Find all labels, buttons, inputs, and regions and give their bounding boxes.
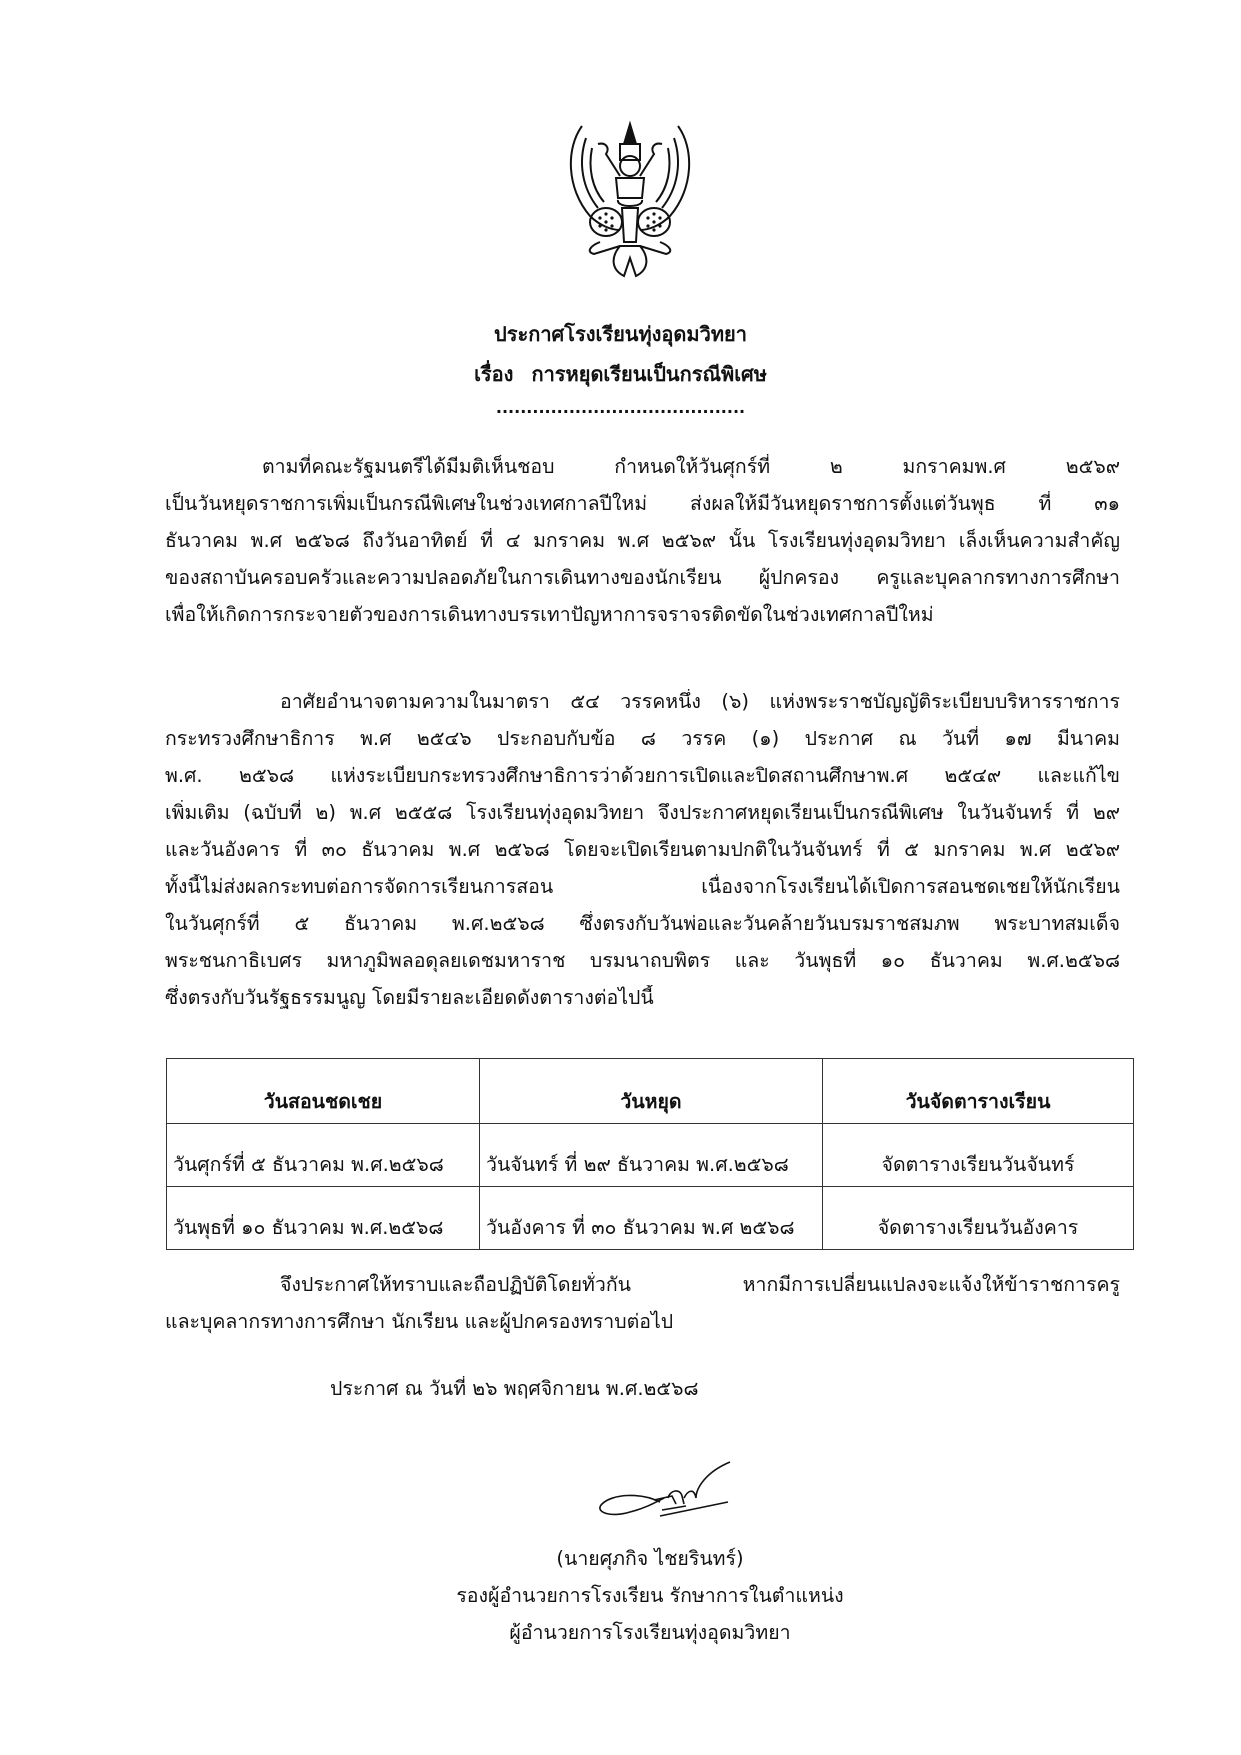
paragraph-1-line: ตามที่คณะรัฐมนตรีได้มีมติเห็นชอบ กำหนดให้วันศุกร์ที่ ๒ มกราคมพ.ศ ๒๕๖๙ — [262, 455, 1120, 478]
paragraph-2-line: ซึ่งตรงกับวันรัฐธรรมนูญ โดยมีรายละเอียดดังตารางต่อไปนี้ — [165, 986, 654, 1009]
table-header-row — [167, 1059, 1134, 1124]
header-holiday: วันหยุด — [480, 1059, 823, 1124]
paragraph-2-line: กระทรวงศึกษาธิการ พ.ศ ๒๕๔๖ ประกอบกับข้อ ๘ วรรค (๑) ประกาศ ณ วันที่ ๑๗ มีนาคม — [165, 727, 1120, 750]
cell-holiday: วันจันทร์ ที่ ๒๙ ธันวาคม พ.ศ.๒๕๖๘ — [480, 1124, 823, 1187]
signatory-name: (นายศุภกิจ ไชยรินทร์) — [556, 1547, 744, 1570]
paragraph-1-line: เพื่อให้เกิดการกระจายตัวของการเดินทางบรรเทาปัญหาการจราจรติดขัดในช่วงเทศกาลปีใหม่ — [165, 603, 934, 626]
schedule-table — [166, 1058, 1134, 1250]
cell-holiday: วันอังคาร ที่ ๓๐ ธันวาคม พ.ศ ๒๕๖๘ — [480, 1187, 823, 1250]
paragraph-1-line: เป็นวันหยุดราชการเพิ่มเป็นกรณีพิเศษในช่วงเทศกาลปีใหม่ ส่งผลให้มีวันหยุดราชการตั้งแต่วันพุธ ที่ ๓๑ — [165, 492, 1120, 515]
table-row — [167, 1187, 1134, 1250]
announcement-title: ประกาศโรงเรียนทุ่งอุดมวิทยา — [494, 322, 747, 346]
garuda-emblem-icon — [560, 118, 700, 280]
cell-makeup-day: วันพุธที่ ๑๐ ธันวาคม พ.ศ.๒๕๖๘ — [167, 1187, 480, 1250]
paragraph-1-line: ของสถาบันครอบครัวและความปลอดภัยในการเดินทางของนักเรียน ผู้ปกครอง ครูและบุคลากรทางการศึกษา — [165, 566, 1120, 589]
paragraph-2-line: และวันอังคาร ที่ ๓๐ ธันวาคม พ.ศ ๒๕๖๘ โดยจะเปิดเรียนตามปกติในวันจันทร์ ที่ ๕ มกราคม พ.ศ ๒๕๖๙ — [165, 838, 1120, 861]
signatory-position-1: รองผู้อำนวยการโรงเรียน รักษาการในตำแหน่ง — [456, 1584, 844, 1607]
header-makeup-day: วันสอนชดเชย — [167, 1059, 480, 1124]
signatory-position-2: ผู้อำนวยการโรงเรียนทุ่งอุดมวิทยา — [509, 1621, 791, 1644]
cell-timetable: จัดตารางเรียนวันอังคาร — [823, 1187, 1134, 1250]
cell-timetable: จัดตารางเรียนวันจันทร์ — [823, 1124, 1134, 1187]
paragraph-2-line: พระชนกาธิเบศร มหาภูมิพลอดุลยเดชมหาราช บรมนาถบพิตร และ วันพุธที่ ๑๐ ธันวาคม พ.ศ.๒๕๖๘ — [165, 949, 1120, 972]
subject-text: การหยุดเรียนเป็นกรณีพิเศษ — [531, 362, 767, 386]
cell-makeup-day: วันศุกร์ที่ ๕ ธันวาคม พ.ศ.๒๕๖๘ — [167, 1124, 480, 1187]
paragraph-1-line: ธันวาคม พ.ศ ๒๕๖๘ ถึงวันอาทิตย์ ที่ ๔ มกราคม พ.ศ ๒๕๖๙ นั้น โรงเรียนทุ่งอุดมวิทยา เล็งเห็นความสำคัญ — [165, 529, 1120, 552]
announce-date: ประกาศ ณ วันที่ ๒๖ พฤศจิกายน พ.ศ.๒๕๖๘ — [330, 1377, 699, 1400]
handwritten-signature — [590, 1458, 740, 1528]
subject-line — [0, 358, 1241, 390]
paragraph-2-line: อาศัยอำนาจตามความในมาตรา ๕๔ วรรคหนึ่ง (๖) แห่งพระราชบัญญัติระเบียบบริหารราชการ — [280, 690, 1120, 713]
paragraph-2-line: เพิ่มเติม (ฉบับที่ ๒) พ.ศ ๒๕๕๘ โรงเรียนทุ่งอุดมวิทยา จึงประกาศหยุดเรียนเป็นกรณีพิเศษ ในวันจันทร์ ที่ ๒๙ — [165, 801, 1120, 824]
separator-dots: ......................................... — [495, 398, 746, 417]
paragraph-2-line: พ.ศ. ๒๕๖๘ แห่งระเบียบกระทรวงศึกษาธิการว่าด้วยการเปิดและปิดสถานศึกษาพ.ศ ๒๕๔๙ และแก้ไข — [165, 764, 1120, 787]
header-timetable: วันจัดตารางเรียน — [823, 1059, 1134, 1124]
closing-line: และบุคลากรทางการศึกษา นักเรียน และผู้ปกครองทราบต่อไป — [165, 1310, 674, 1333]
paragraph-2-line: ในวันศุกร์ที่ ๕ ธันวาคม พ.ศ.๒๕๖๘ ซึ่งตรงกับวันพ่อและวันคล้ายวันบรมราชสมภพ พระบาทสมเด็จ — [165, 912, 1120, 935]
closing-line: จึงประกาศให้ทราบและถือปฏิบัติโดยทั่วกัน หากมีการเปลี่ยนแปลงจะแจ้งให้ข้าราชการครู — [280, 1273, 1120, 1296]
table-row — [167, 1124, 1134, 1187]
paragraph-2-line: ทั้งนี้ไม่ส่งผลกระทบต่อการจัดการเรียนการสอน เนื่องจากโรงเรียนได้เปิดการสอนชดเชยให้นักเรียน — [165, 875, 1120, 898]
subject-label: เรื่อง — [474, 362, 514, 386]
